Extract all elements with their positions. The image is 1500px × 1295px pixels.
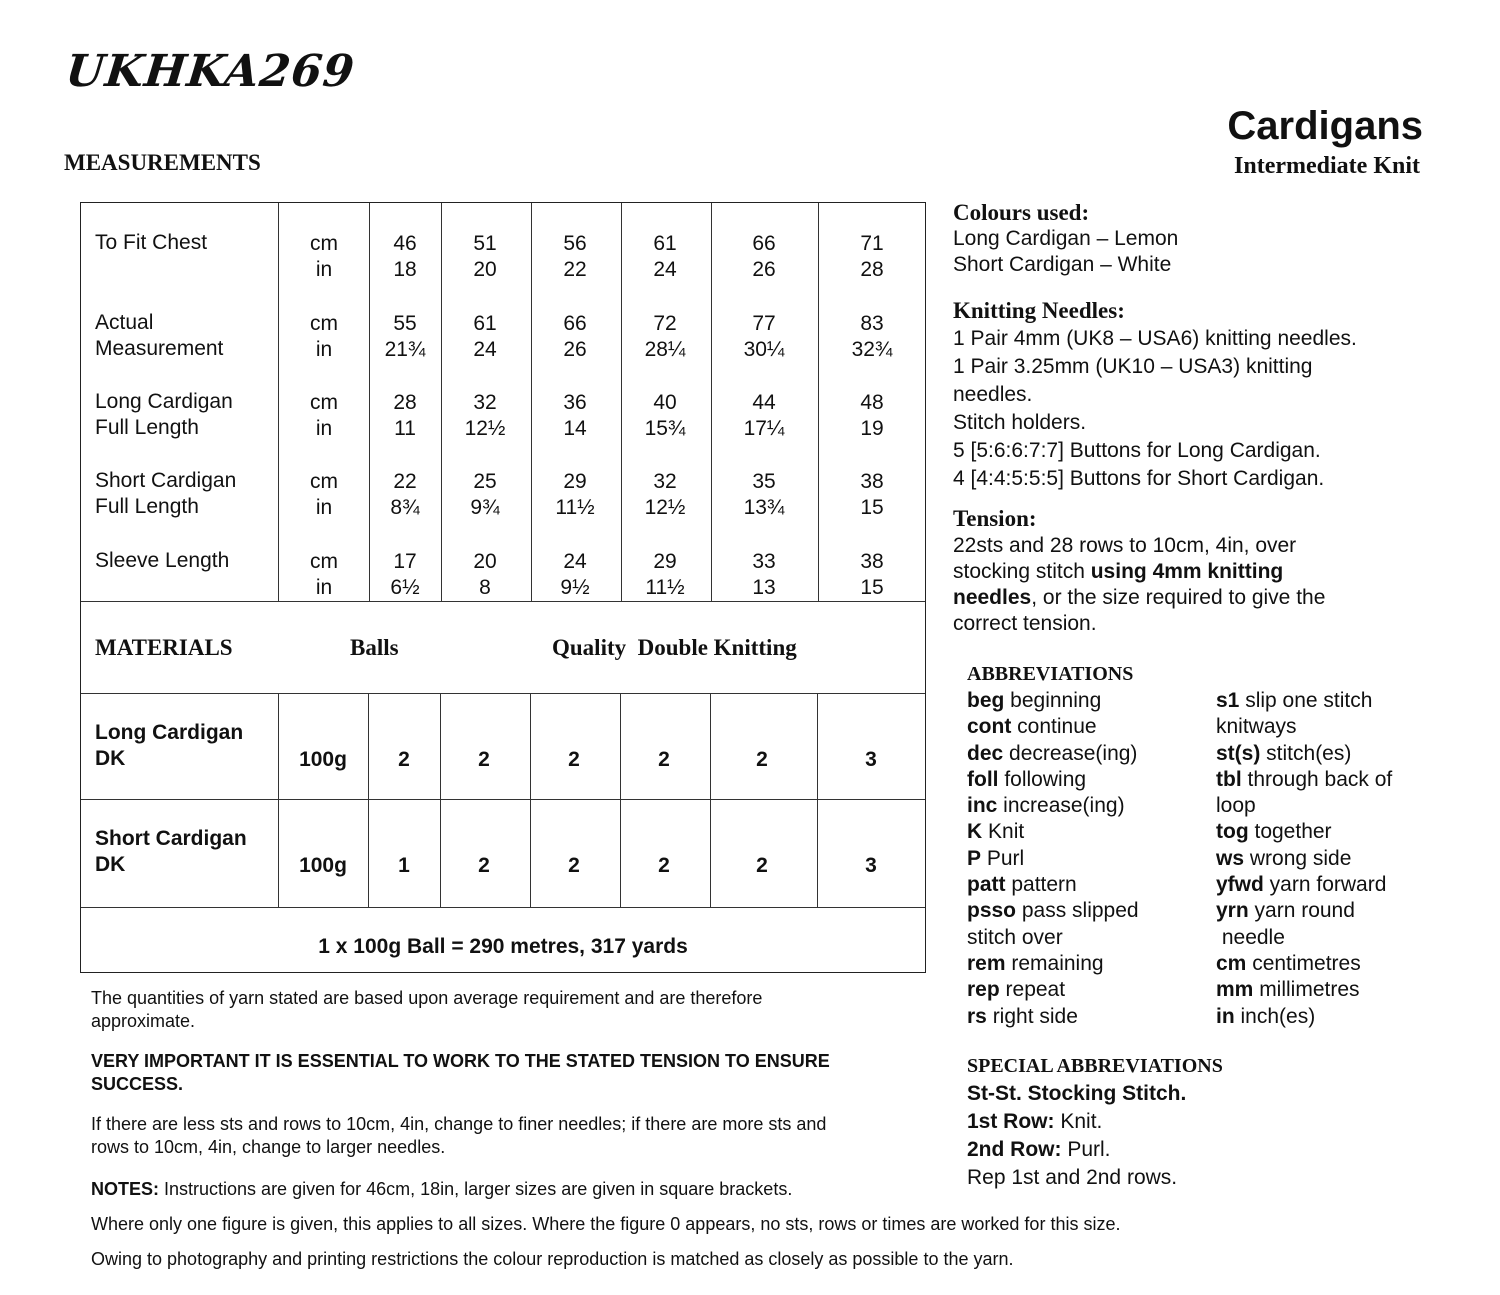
measurement-cell xyxy=(832,231,912,283)
value-in: 8 xyxy=(479,576,491,599)
special-line xyxy=(967,1136,1223,1164)
material-label-line: Long Cardigan xyxy=(95,721,244,744)
measurement-cell xyxy=(832,549,912,601)
notes-label: NOTES: xyxy=(91,1179,160,1199)
ball-count: 2 xyxy=(398,748,410,771)
photography-note: Owing to photography and printing restrictions the colour reproduction is matched as closely as possible to the yarn. xyxy=(91,1249,1014,1269)
unit-cell xyxy=(284,469,364,521)
abbreviation-meaning: stitch over xyxy=(967,925,1063,949)
abbreviation-item xyxy=(967,925,1139,951)
material-label-line: Short Cardigan xyxy=(95,827,247,850)
value-in: 13¾ xyxy=(743,496,785,519)
abbreviations-list-right xyxy=(1216,688,1392,1030)
value-in: 21¾ xyxy=(384,338,426,361)
ball-weight: 100g xyxy=(299,748,347,771)
special-value: Knit. xyxy=(1054,1110,1103,1133)
value-cm: 20 xyxy=(473,550,497,573)
unit-cm: cm xyxy=(310,470,338,493)
ball-count: 3 xyxy=(865,854,877,877)
needles-line: 1 Pair 3.25mm (UK10 – USA3) knitting xyxy=(953,355,1313,378)
abbreviation-key: beg xyxy=(967,689,1005,712)
measurement-cell xyxy=(535,231,615,283)
tension-bold: using 4mm knitting xyxy=(1090,560,1284,583)
special-line xyxy=(967,1108,1223,1136)
special-line: Rep 1st and 2nd rows. xyxy=(967,1166,1178,1189)
ball-weight: 100g xyxy=(299,854,347,877)
abbreviation-key: tog xyxy=(1216,820,1249,844)
measurements-table xyxy=(80,202,926,973)
value-cm: 25 xyxy=(473,470,497,493)
special-abbreviations xyxy=(967,1052,1223,1192)
value-cm: 17 xyxy=(393,550,417,573)
value-in: 18 xyxy=(393,258,417,281)
abbreviation-key: mm xyxy=(1216,978,1254,1002)
abbreviation-key: rem xyxy=(967,951,1006,975)
abbreviation-item xyxy=(967,714,1139,740)
abbreviation-item xyxy=(1216,951,1392,977)
value-cm: 44 xyxy=(752,391,776,414)
column-divider xyxy=(818,203,819,601)
measurement-cell xyxy=(625,311,705,363)
column-divider xyxy=(620,693,621,907)
value-in: 15 xyxy=(860,576,884,599)
abbreviation-meaning: yarn round xyxy=(1248,899,1355,923)
value-cm: 61 xyxy=(473,312,497,335)
measurement-label-line: Actual xyxy=(95,311,154,334)
value-cm: 24 xyxy=(563,550,587,573)
value-cm: 35 xyxy=(752,470,776,493)
value-cm: 56 xyxy=(563,232,587,255)
measurement-label xyxy=(95,310,223,362)
measurement-label xyxy=(95,468,236,520)
abbreviation-item xyxy=(967,898,1139,924)
value-in: 13 xyxy=(752,576,776,599)
note-line: If there are less sts and rows to 10cm, 4in, change to finer needles; if there are more sts and xyxy=(91,1114,827,1134)
abbreviation-meaning: slip one stitch xyxy=(1239,689,1373,712)
note-line: The quantities of yarn stated are based upon average requirement and are therefore xyxy=(91,988,763,1008)
quantities-note xyxy=(91,987,762,1033)
row-divider xyxy=(81,693,925,694)
unit-cell xyxy=(284,231,364,283)
material-label xyxy=(95,826,247,878)
value-cm: 29 xyxy=(563,470,587,493)
measurement-cell xyxy=(625,390,705,442)
abbreviation-meaning: yarn forward xyxy=(1263,873,1387,897)
material-label xyxy=(95,720,243,772)
measurement-cell xyxy=(365,549,445,601)
abbreviation-key: patt xyxy=(967,873,1006,897)
value-in: 24 xyxy=(653,258,677,281)
value-in: 26 xyxy=(563,338,587,361)
ball-count: 2 xyxy=(568,854,580,877)
measurement-cell xyxy=(724,469,804,521)
tension-text: stocking stitch xyxy=(953,560,1091,583)
row-divider xyxy=(81,907,925,908)
measurement-cell xyxy=(365,231,445,283)
ball-count: 3 xyxy=(865,748,877,771)
colours-section xyxy=(953,200,1178,278)
yardage-note: 1 x 100g Ball = 290 metres, 317 yards xyxy=(318,935,688,958)
abbreviation-meaning: inch(es) xyxy=(1234,1004,1316,1028)
needles-line: 5 [5:6:6:7:7] Buttons for Long Cardigan. xyxy=(953,439,1321,462)
abbreviation-key: K xyxy=(967,820,983,844)
value-in: 19 xyxy=(860,417,884,440)
value-in: 22 xyxy=(563,258,587,281)
abbreviation-item xyxy=(1216,819,1392,845)
abbreviation-item xyxy=(967,688,1139,714)
value-cm: 38 xyxy=(860,470,884,493)
unit-cm: cm xyxy=(310,550,338,573)
row-divider xyxy=(81,601,925,602)
value-in: 24 xyxy=(473,338,497,361)
tension-line xyxy=(953,585,1325,611)
special-key: 2nd Row: xyxy=(967,1138,1062,1161)
value-cm: 29 xyxy=(653,550,677,573)
important-note xyxy=(91,1050,830,1096)
value-in: 15¾ xyxy=(644,417,686,440)
tension-line xyxy=(953,559,1325,585)
abbreviations-list-left xyxy=(967,688,1139,1030)
value-in: 32¾ xyxy=(851,338,893,361)
needles-line: 4 [4:4:5:5:5] Buttons for Short Cardigan. xyxy=(953,467,1325,490)
measurement-cell xyxy=(625,231,705,283)
abbreviation-item xyxy=(1216,767,1392,793)
measurement-cell xyxy=(625,469,705,521)
abbreviation-key: s1 xyxy=(1216,689,1240,712)
column-divider xyxy=(278,203,279,601)
abbreviation-item xyxy=(967,1004,1139,1030)
value-cm: 38 xyxy=(860,550,884,573)
tension-note xyxy=(91,1113,826,1159)
abbreviation-item xyxy=(1216,714,1392,740)
column-divider xyxy=(531,203,532,601)
measurement-cell xyxy=(445,390,525,442)
abbreviation-key: foll xyxy=(967,767,999,791)
abbreviation-item xyxy=(1216,741,1392,767)
measurement-label-line: To Fit Chest xyxy=(95,231,208,254)
balls-heading: Balls xyxy=(350,635,399,660)
value-in: 9½ xyxy=(560,576,590,599)
note-line: approximate. xyxy=(91,1011,196,1031)
measurement-label-line: Full Length xyxy=(95,416,199,439)
unit-in: in xyxy=(315,417,333,440)
abbreviation-meaning: increase(ing) xyxy=(997,794,1125,818)
value-in: 12½ xyxy=(644,496,686,519)
tension-heading: Tension: xyxy=(953,506,1037,531)
note-line: SUCCESS. xyxy=(91,1074,184,1094)
value-cm: 40 xyxy=(653,391,677,414)
ball-count: 2 xyxy=(478,748,490,771)
page-title: Cardigans xyxy=(1227,104,1423,148)
abbreviation-meaning: pass slipped xyxy=(1016,899,1139,923)
measurement-label-line: Measurement xyxy=(95,337,224,360)
abbreviation-item xyxy=(967,741,1139,767)
value-cm: 33 xyxy=(752,550,776,573)
quality-heading: Quality Double Knitting xyxy=(552,635,797,660)
pattern-code: UKHKA269 xyxy=(63,46,358,97)
measurement-label xyxy=(95,548,229,574)
measurement-cell xyxy=(724,231,804,283)
value-in: 30¼ xyxy=(743,338,785,361)
value-in: 12½ xyxy=(464,417,506,440)
unit-in: in xyxy=(315,258,333,281)
value-cm: 22 xyxy=(393,470,417,493)
abbreviation-key: dec xyxy=(967,741,1004,765)
measurement-cell xyxy=(445,549,525,601)
tension-line: correct tension. xyxy=(953,612,1097,635)
abbreviation-key: tbl xyxy=(1216,767,1242,791)
value-in: 11½ xyxy=(555,496,595,519)
material-label-line: DK xyxy=(95,747,126,770)
value-cm: 32 xyxy=(653,470,677,493)
value-cm: 72 xyxy=(653,312,677,335)
abbreviation-key: ws xyxy=(1216,846,1245,870)
unit-cm: cm xyxy=(310,312,338,335)
abbreviation-item xyxy=(967,951,1139,977)
measurement-cell xyxy=(832,390,912,442)
abbreviation-meaning: beginning xyxy=(1004,689,1102,712)
abbreviation-item xyxy=(1216,846,1392,872)
value-cm: 83 xyxy=(860,312,884,335)
unit-cm: cm xyxy=(310,391,338,414)
abbreviation-meaning: needle xyxy=(1216,925,1285,949)
abbreviation-item xyxy=(967,977,1139,1003)
abbreviation-item xyxy=(1216,925,1392,951)
measurement-cell xyxy=(445,231,525,283)
abbreviation-meaning: Purl xyxy=(981,846,1025,870)
tension-bold: needles xyxy=(953,586,1032,609)
abbreviation-meaning: Knit xyxy=(982,820,1025,844)
ball-count: 2 xyxy=(756,854,768,877)
abbreviation-item xyxy=(967,819,1139,845)
special-line: St-St. Stocking Stitch. xyxy=(967,1082,1187,1105)
measurement-cell xyxy=(445,311,525,363)
measurement-cell xyxy=(365,469,445,521)
materials-heading: MATERIALS xyxy=(95,635,233,660)
measurement-cell xyxy=(724,549,804,601)
measurement-label xyxy=(95,230,207,256)
value-cm: 66 xyxy=(752,232,776,255)
needles-section xyxy=(953,297,1357,493)
unit-cell xyxy=(284,549,364,601)
unit-cell xyxy=(284,311,364,363)
column-divider xyxy=(530,693,531,907)
unit-in: in xyxy=(315,576,333,599)
ball-count: 1 xyxy=(398,854,410,877)
value-cm: 36 xyxy=(563,391,587,414)
needles-heading: Knitting Needles: xyxy=(953,298,1125,323)
value-in: 6½ xyxy=(390,576,420,599)
needles-line: needles. xyxy=(953,383,1033,406)
value-in: 26 xyxy=(752,258,776,281)
abbreviation-item xyxy=(967,872,1139,898)
abbreviation-meaning: pattern xyxy=(1005,873,1077,897)
abbreviation-item xyxy=(967,793,1139,819)
value-cm: 48 xyxy=(860,391,884,414)
measurement-cell xyxy=(832,469,912,521)
abbreviation-key: in xyxy=(1216,1004,1235,1028)
notes-text: Instructions are given for 46cm, 18in, larger sizes are given in square brackets. xyxy=(159,1179,793,1199)
ball-count: 2 xyxy=(478,854,490,877)
colours-heading: Colours used: xyxy=(953,200,1090,225)
abbreviation-meaning: right side xyxy=(986,1004,1078,1028)
needles-line: Stitch holders. xyxy=(953,411,1087,434)
abbreviation-item xyxy=(967,767,1139,793)
measurement-cell xyxy=(535,311,615,363)
special-value: Purl. xyxy=(1061,1138,1111,1161)
abbreviation-meaning: decrease(ing) xyxy=(1003,741,1138,765)
abbreviation-meaning: loop xyxy=(1216,794,1256,818)
measurement-cell xyxy=(535,469,615,521)
tension-section xyxy=(953,505,1325,637)
measurement-label-line: Sleeve Length xyxy=(95,549,230,572)
abbreviation-item xyxy=(1216,898,1392,924)
measurements-heading: MEASUREMENTS xyxy=(64,150,261,175)
abbreviation-meaning: stitch(es) xyxy=(1260,741,1352,765)
value-in: 8¾ xyxy=(390,496,420,519)
abbreviation-item xyxy=(1216,793,1392,819)
abbreviation-key: P xyxy=(967,846,982,870)
unit-in: in xyxy=(315,496,333,519)
abbreviation-key: yrn xyxy=(1216,899,1249,923)
value-in: 28 xyxy=(860,258,884,281)
note-line: VERY IMPORTANT IT IS ESSENTIAL TO WORK TO THE STATED TENSION TO ENSURE xyxy=(91,1051,830,1071)
value-cm: 77 xyxy=(752,312,776,335)
measurement-cell xyxy=(625,549,705,601)
column-divider xyxy=(621,203,622,601)
abbreviation-key: yfwd xyxy=(1216,873,1264,897)
abbreviation-meaning: continue xyxy=(1011,715,1097,739)
measurement-label-line: Short Cardigan xyxy=(95,469,237,492)
abbreviation-item xyxy=(1216,1004,1392,1030)
value-cm: 51 xyxy=(473,232,497,255)
value-in: 17¼ xyxy=(743,417,785,440)
value-in: 11½ xyxy=(645,576,685,599)
value-in: 28¼ xyxy=(644,338,686,361)
value-cm: 61 xyxy=(653,232,677,255)
measurement-cell xyxy=(365,311,445,363)
value-in: 11 xyxy=(394,417,416,440)
measurement-cell xyxy=(535,549,615,601)
abbreviation-meaning: following xyxy=(998,767,1087,791)
abbreviation-meaning: millimetres xyxy=(1253,978,1360,1002)
measurement-cell xyxy=(724,311,804,363)
unit-cm: cm xyxy=(310,232,338,255)
measurement-cell xyxy=(445,469,525,521)
abbreviation-key: rs xyxy=(967,1004,987,1028)
abbreviation-meaning: repeat xyxy=(999,978,1066,1002)
abbreviation-meaning: centimetres xyxy=(1246,951,1361,975)
abbreviation-key: rep xyxy=(967,978,1000,1002)
measurement-cell xyxy=(535,390,615,442)
ball-count: 2 xyxy=(658,748,670,771)
measurement-cell xyxy=(832,311,912,363)
value-in: 15 xyxy=(860,496,884,519)
unit-cell xyxy=(284,390,364,442)
material-label-line: DK xyxy=(95,853,126,876)
abbreviation-key: inc xyxy=(967,794,998,818)
abbreviation-item xyxy=(967,846,1139,872)
ball-count: 2 xyxy=(756,748,768,771)
abbreviation-key: psso xyxy=(967,899,1017,923)
row-divider xyxy=(81,799,925,800)
measurement-label xyxy=(95,389,233,441)
abbreviation-key: cont xyxy=(967,715,1012,739)
colour-line: Long Cardigan – Lemon xyxy=(953,227,1179,250)
column-divider xyxy=(711,203,712,601)
page-subtitle: Intermediate Knit xyxy=(1234,153,1420,179)
value-cm: 28 xyxy=(393,391,417,414)
abbreviation-item xyxy=(1216,872,1392,898)
colour-line: Short Cardigan – White xyxy=(953,253,1172,276)
special-key: 1st Row: xyxy=(967,1110,1055,1133)
one-figure-note: Where only one figure is given, this applies to all sizes. Where the figure 0 appears, no sts, rows or times are worked for this size. xyxy=(91,1214,1121,1234)
abbreviation-meaning: wrong side xyxy=(1244,846,1352,870)
measurement-cell xyxy=(365,390,445,442)
value-cm: 32 xyxy=(473,391,497,414)
tension-line: 22sts and 28 rows to 10cm, 4in, over xyxy=(953,534,1297,557)
abbreviation-item xyxy=(1216,977,1392,1003)
value-in: 20 xyxy=(473,258,497,281)
abbreviation-item xyxy=(1216,688,1392,714)
value-cm: 55 xyxy=(393,312,417,335)
ball-count: 2 xyxy=(568,748,580,771)
abbreviation-meaning: remaining xyxy=(1005,951,1104,975)
unit-in: in xyxy=(315,338,333,361)
abbreviation-meaning: together xyxy=(1248,820,1332,844)
measurement-label-line: Full Length xyxy=(95,495,199,518)
value-cm: 66 xyxy=(563,312,587,335)
abbreviations-heading: ABBREVIATIONS xyxy=(967,663,1134,685)
note-line: rows to 10cm, 4in, change to larger needles. xyxy=(91,1137,446,1157)
needles-line: 1 Pair 4mm (UK8 – USA6) knitting needles. xyxy=(953,327,1357,350)
value-in: 14 xyxy=(563,417,587,440)
tension-text: , or the size required to give the xyxy=(1031,586,1326,609)
measurement-label-line: Long Cardigan xyxy=(95,390,233,413)
column-divider xyxy=(817,693,818,907)
notes-line xyxy=(91,1178,792,1201)
measurement-cell xyxy=(724,390,804,442)
column-divider xyxy=(278,693,279,907)
abbreviation-meaning: knitways xyxy=(1216,715,1297,739)
ball-count: 2 xyxy=(658,854,670,877)
abbreviation-key: st(s) xyxy=(1216,741,1261,765)
abbreviation-key: cm xyxy=(1216,951,1247,975)
abbreviation-meaning: through back of xyxy=(1241,767,1393,791)
special-heading: SPECIAL ABBREVIATIONS xyxy=(967,1055,1223,1077)
value-cm: 46 xyxy=(393,232,417,255)
value-cm: 71 xyxy=(860,232,884,255)
column-divider xyxy=(710,693,711,907)
value-in: 9¾ xyxy=(470,496,500,519)
